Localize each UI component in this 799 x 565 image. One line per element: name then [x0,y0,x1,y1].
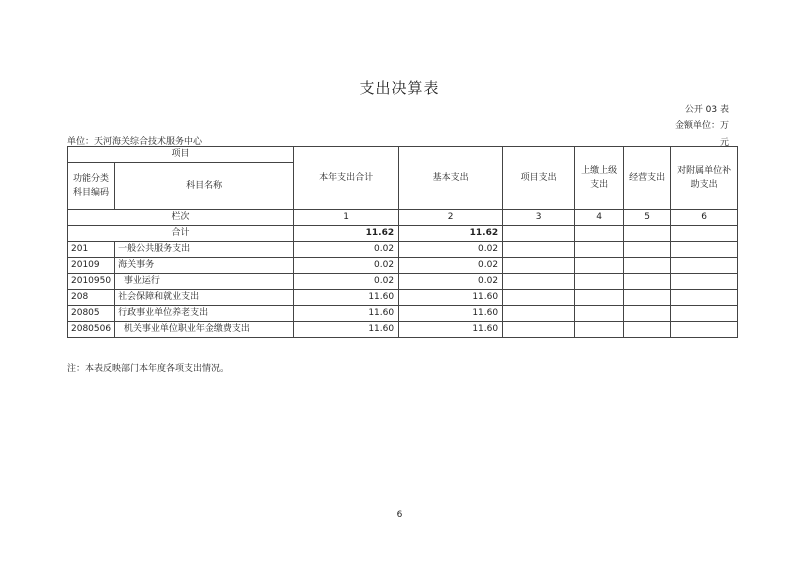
row-basic: 0.02 [399,274,503,290]
page-title: 支出决算表 [359,79,440,97]
row-total: 0.02 [294,242,399,258]
row-basic: 0.02 [399,242,503,258]
unit-label: 金额单位：万元 [674,121,729,148]
column-number-row [68,210,738,226]
header-func-code: 功能分类科目编码 [68,163,115,210]
header-business: 经营支出 [624,147,671,210]
table-row [68,274,738,290]
row-code: 20109 [68,258,115,274]
row-code: 208 [68,290,115,306]
row-total: 0.02 [294,258,399,274]
row-basic: 0.02 [399,258,503,274]
row-name: 事业运行 [115,274,294,290]
table-row [68,258,738,274]
row-name: 机关事业单位职业年金缴费支出 [115,322,294,338]
column-number: 1 [294,210,399,226]
header-row-project [68,147,738,163]
table-row [68,242,738,258]
row-total: 0.02 [294,274,399,290]
table-row [68,290,738,306]
header-total: 本年支出合计 [294,147,399,210]
total-label: 合计 [68,226,294,242]
column-number-label: 栏次 [68,210,294,226]
row-code: 2010950 [68,274,115,290]
row-code: 2080506 [68,322,115,338]
row-basic: 11.60 [399,306,503,322]
row-total: 11.60 [294,290,399,306]
row-total: 11.60 [294,322,399,338]
column-number: 6 [671,210,738,226]
header-project-exp: 项目支出 [503,147,575,210]
row-basic: 11.60 [399,322,503,338]
column-number: 2 [399,210,503,226]
row-name: 行政事业单位养老支出 [115,306,294,322]
header-subject-name: 科目名称 [115,163,294,210]
row-basic: 11.60 [399,290,503,306]
column-number: 4 [575,210,624,226]
row-total: 11.60 [294,306,399,322]
header-subsidy: 对附属单位补助支出 [671,147,738,210]
form-number: 公开 03 表 [684,105,729,115]
page-number: 6 [396,510,403,520]
table-row [68,306,738,322]
total-basic: 11.62 [399,226,503,242]
row-code: 20805 [68,306,115,322]
organization-label: 单位：天河海关综合技术服务中心 [67,137,203,147]
header-upper-turnover: 上缴上级支出 [575,147,624,210]
header-basic: 基本支出 [399,147,503,210]
column-number: 5 [624,210,671,226]
table-note: 注：本表反映部门本年度各项支出情况。 [67,364,230,374]
total-row [68,226,738,242]
total-amount: 11.62 [294,226,399,242]
column-number: 3 [503,210,575,226]
table-row [68,322,738,338]
row-code: 201 [68,242,115,258]
expenditure-table [67,146,738,338]
row-name: 社会保障和就业支出 [115,290,294,306]
row-name: 海关事务 [115,258,294,274]
header-project: 项目 [68,147,294,163]
row-name: 一般公共服务支出 [115,242,294,258]
